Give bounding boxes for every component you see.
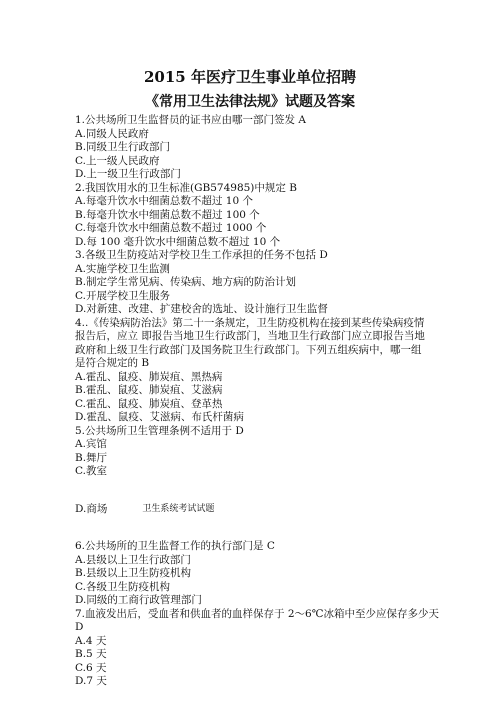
option-line: D.7 天 [75, 675, 107, 687]
option-line: A.每毫升饮水中细菌总数不超过 10 个 [75, 195, 253, 207]
footer-note: 卫生系统考试试题 [142, 503, 215, 514]
option-line: B.每毫升饮水中细菌总数不超过 100 个 [75, 208, 260, 221]
option-line: B.县级以上卫生防疫机构 [75, 567, 192, 579]
question-5: 5.公共场所卫生管理条例不适用于 D [75, 424, 244, 437]
option-line: A.霍乱、鼠疫、肺炭疽、黑热病 [75, 370, 223, 383]
option-line: A.县级以上卫生行政部门 [75, 553, 191, 566]
option-line: D.霍乱、鼠疫、艾滋病、布氏杆菌病 [75, 411, 244, 423]
question-2: 2.我国饮用水的卫生标准(GB574985)中规定 B [75, 181, 297, 194]
option-line: A.实施学校卫生监测 [75, 262, 170, 275]
option-line: A.宾馆 [75, 438, 107, 450]
option-line: D.同级的工商行政管理部门 [75, 594, 202, 606]
option-line: C.各级卫生防疫机构 [75, 580, 170, 593]
answer-line: D [75, 621, 84, 633]
option-line: C.教室 [75, 465, 107, 477]
option-line: B.舞厅 [75, 451, 108, 464]
option-line: B.5 天 [75, 648, 107, 660]
option-line: D.对新建、改建、扩建校舍的选址、设计施行卫生监督 [75, 303, 328, 315]
question-7: 7.血液发出后，受血者和供血者的血样保存于 2～6℃冰箱中至少应保存多少天 [75, 607, 439, 620]
question-list [75, 114, 439, 689]
option-line: C.6 天 [75, 661, 107, 674]
option-line: D.商场 [75, 502, 108, 515]
document-title: 2015 年医疗卫生事业单位招聘 [144, 68, 356, 86]
document-subtitle: 《常用卫生法律法规》试题及答案 [145, 94, 355, 110]
option-line: C.开展学校卫生服务 [75, 289, 170, 302]
option-line: C.上一级人民政府 [75, 154, 160, 167]
spacer [75, 516, 430, 540]
option-line: D.上一级卫生行政部门 [75, 168, 181, 180]
question-3: 3.各级卫生防疫站对学校卫生工作承担的任务不包括 D [75, 249, 328, 261]
option-line: B.霍乱、鼠疫、肺炭疽、艾滋病 [75, 384, 223, 396]
option-line: B.制定学生常见病、传染病、地方病的防治计划 [75, 276, 297, 288]
option-line: C.每毫升饮水中细菌总数不超过 1000 个 [75, 222, 267, 234]
option-line: B.同级卫生行政部门 [75, 141, 171, 153]
spacer [75, 479, 430, 503]
option-line: D.每 100 毫升饮水中细菌总数不超过 10 个 [75, 235, 281, 248]
option-line: C.霍乱、鼠疫、肺炭疽、登革热 [75, 397, 223, 410]
option-line: A.4 天 [75, 634, 107, 647]
footer-row [75, 503, 430, 517]
option-line: A.同级人民政府 [75, 127, 149, 140]
question-1: 1.公共场所卫生监督员的证书应由哪一部门签发 A [75, 114, 306, 126]
question-4: 4..《传染病防治法》第二十一条规定，卫生防疫机构在接到某些传染病疫情报告后，应立 即报告当地卫生行政部门，当地卫生行政部门应立即报告当地政府和上级卫生行政部门及国务院卫生行政部门。下列五组疾病中，哪一组是符合规定的 B [75, 316, 425, 369]
question-6: 6.公共场所的卫生监督工作的执行部门是 C [75, 540, 275, 552]
